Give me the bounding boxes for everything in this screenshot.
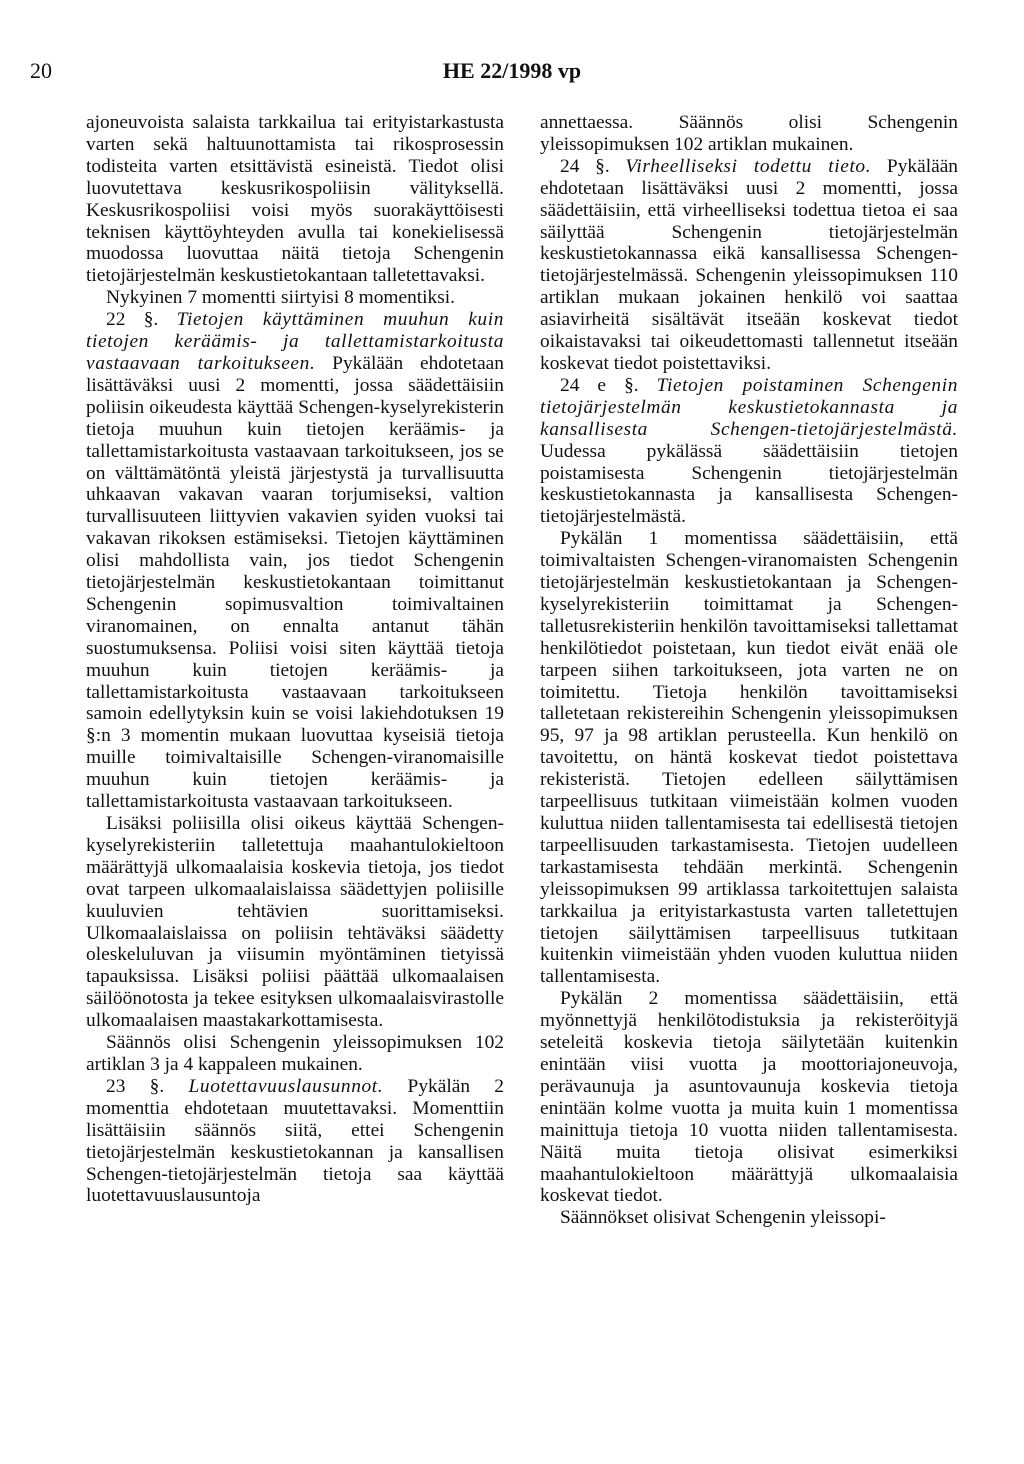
section-title: Tietojen poistaminen Schengenin tietojärjestelmän keskustietokannasta ja kansallisesta Schengen-tietojärjestelmästä. xyxy=(540,374,958,440)
paragraph: Nykyinen 7 momentti siirtyisi 8 momentiksi. xyxy=(106,287,456,309)
section-number: 24 e §. xyxy=(560,374,639,396)
section-paragraph xyxy=(540,375,958,528)
section-title: Tietojen käyttäminen muuhun kuin tietojen keräämis- ja tallettamistarkoitusta vastaavaan tarkoitukseen. xyxy=(86,309,504,374)
section-body: Pykälään ehdotetaan lisättäväksi uusi 2 momentti, jossa säädettäisiin, että virheelliseksi todettua tietoa ei saa säilyttää Schengenin tietojärjestelmän keskustietokannassa eikä kansallisessa Schengen-tietojärjestelmässä. Schengenin yleissopimuksen 110 artiklan mukaan jokainen henkilö voi saattaa asiavirheitä sisältävät itseään koskevat tiedot oikaistavaksi tai oikeudettomasti tallennetut itseään koskevat tiedot poistettaviksi. xyxy=(540,155,958,374)
section-body: Pykälään ehdotetaan lisättäväksi uusi 2 momentti, jossa säädettäisiin poliisin oikeudesta käyttää Schengen-kyselyrekisterin tietoja muuhun kuin tietojen keräämis- ja tallettamistarkoitusta vastaavaan tarkoitukseen, jos se on välttämätöntä yleistä järjestystä ja turvallisuutta uhkaavan vakavan vaaran torjumiseksi, valtion turvallisuuteen liittyvien vakavien syiden vuoksi tai vakavan rikoksen estämiseksi. Tietojen käyttäminen olisi mahdollista vain, jos tiedot Schengenin tietojärjestelmän keskustietokantaan toimittanut Schengenin sopimusvaltion toimivaltainen viranomainen, on ennalta antanut tähän suostumuksensa. Poliisi voisi siten käyttää tietoja muuhun kuin tietojen keräämis- ja tallettamistarkoitusta vastaavaan tarkoitukseen samoin edellytyksin kuin se voisi lakiehdotuksen 19 §:n 3 momentin mukaan luovuttaa kyseisiä tietoja muille toimivaltaisille Schengen-viranomaisille muuhun kuin tietojen keräämis- ja tallettamistarkoitusta vastaavaan tarkoitukseen. xyxy=(86,352,504,813)
section-number: 22 §. xyxy=(106,309,159,331)
section-title: Virheelliseksi todettu tieto. xyxy=(625,155,872,177)
section-number: 24 §. xyxy=(560,155,610,177)
paragraph: Lisäksi poliisilla olisi oikeus käyttää Schengen-kyselyrekisteriin talletettuja maahantulokieltoon määrättyjä ulkomaalaisia koskevia tietoja, jos tiedot ovat tarpeen ulkomaalaislaissa säädettyjen poliisille kuuluvien tehtävien suorittamiseksi. Ulkomaalaislaissa on poliisin tehtäväksi säädetty oleskeluluvan ja viisumin myöntäminen tietyissä tapauksissa. Lisäksi poliisi päättää ulkomaalaisen säilöönotosta ja tekee esityksen ulkomaalaisvirastolle ulkomaalaisen maastakarkottamisesta. xyxy=(86,813,504,1032)
running-head: HE 22/1998 vp xyxy=(442,58,582,83)
paragraph: Säännökset olisivat Schengenin yleissopi- xyxy=(560,1207,886,1229)
page-number: 20 xyxy=(30,58,52,83)
section-body: Pykälän 2 momenttia ehdotetaan muutettavaksi. Momenttiin lisättäisiin säännös siitä, ettei Schengenin tietojärjestelmän keskustietokannan ja kansallisen Schengen-tietojärjestelmän tietoja saa käyttää luotettavuuslausuntoja xyxy=(86,1075,504,1207)
right-column xyxy=(540,112,958,1229)
section-body: Uudessa pykälässä säädettäisiin tietojen poistamisesta Schengenin tietojärjestelmän keskustietokannasta ja kansallisesta Schengen-tietojärjestelmästä. xyxy=(540,440,958,528)
left-column xyxy=(86,112,504,1207)
section-number: 23 §. xyxy=(106,1075,165,1097)
section-paragraph xyxy=(86,309,504,813)
section-paragraph xyxy=(86,1076,504,1207)
paragraph: Pykälän 1 momentissa säädettäisiin, että toimivaltaisten Schengen-viranomaisten Schengenin tietojärjestelmän keskustietokantaan ja Schengen-kyselyrekisteriin toimittamat ja Schengen-talletusrekisteriin henkilön tavoittamiseksi tallettamat henkilötiedot poistetaan, kun tiedot eivät enää ole tarpeen siihen tarkoitukseen, jota varten ne on toimitettu. Tietoja henkilön tavoittamiseksi talletetaan rekistereihin Schengenin yleissopimuksen 95, 97 ja 98 artiklan perusteella. Kun henkilö on tavoitettu, on häntä koskevat tiedot poistettava rekisteristä. Tietojen edelleen säilyttämisen tarpeellisuus tutkitaan viimeistään kolmen vuoden kuluttua niiden tallentamisesta tai edellisestä tietojen tarpeellisuuden tarkastamisesta. Tietojen uudelleen tarkastamisesta tehdään merkintä. Schengenin yleissopimuksen 99 artiklassa tarkoitettujen salaista tarkkailua ja erityistarkastusta varten talletettujen tietojen säilyttämisen tarpeellisuus tutkitaan kuitenkin viimeistään yhden vuoden kuluttua niiden tallentamisesta. xyxy=(540,528,958,988)
paragraph: Säännös olisi Schengenin yleissopimuksen 102 artiklan 3 ja 4 kappaleen mukainen. xyxy=(86,1032,504,1075)
paragraph: annettaessa. Säännös olisi Schengenin yleissopimuksen 102 artiklan mukainen. xyxy=(540,112,958,155)
section-title: Luotettavuuslausunnot. xyxy=(188,1075,384,1097)
paragraph: ajoneuvoista salaista tarkkailua tai erityistarkastusta varten sekä haltuunottamista tai rikosprosessin todisteita varten etsittävistä esineistä. Tiedot olisi luovutettava keskusrikospoliisin välityksellä. Keskusrikospoliisi voisi myös suorakäyttöisesti teknisen käyttöyhteyden avulla tai konekielisessä muodossa luovuttaa näitä tietoja Schengenin tietojärjestelmän keskustietokantaan talletettavaksi. xyxy=(86,112,504,287)
paragraph: Pykälän 2 momentissa säädettäisiin, että myönnettyjä henkilötodistuksia ja rekisteröityjä seteleitä koskevia tietoja säilytetään kuitenkin enintään viisi vuotta ja moottoriajoneuvoja, perävaunuja ja asuntovaunuja koskevia tietoja enintään kolme vuotta ja muita kuin 1 momentissa mainittuja tietoja 10 vuotta niiden tallentamisesta. Näitä muita tietoja olisivat esimerkiksi maahantulokieltoon määrättyjä ulkomaalaisia koskevat tiedot. xyxy=(540,988,958,1207)
section-paragraph xyxy=(540,156,958,375)
